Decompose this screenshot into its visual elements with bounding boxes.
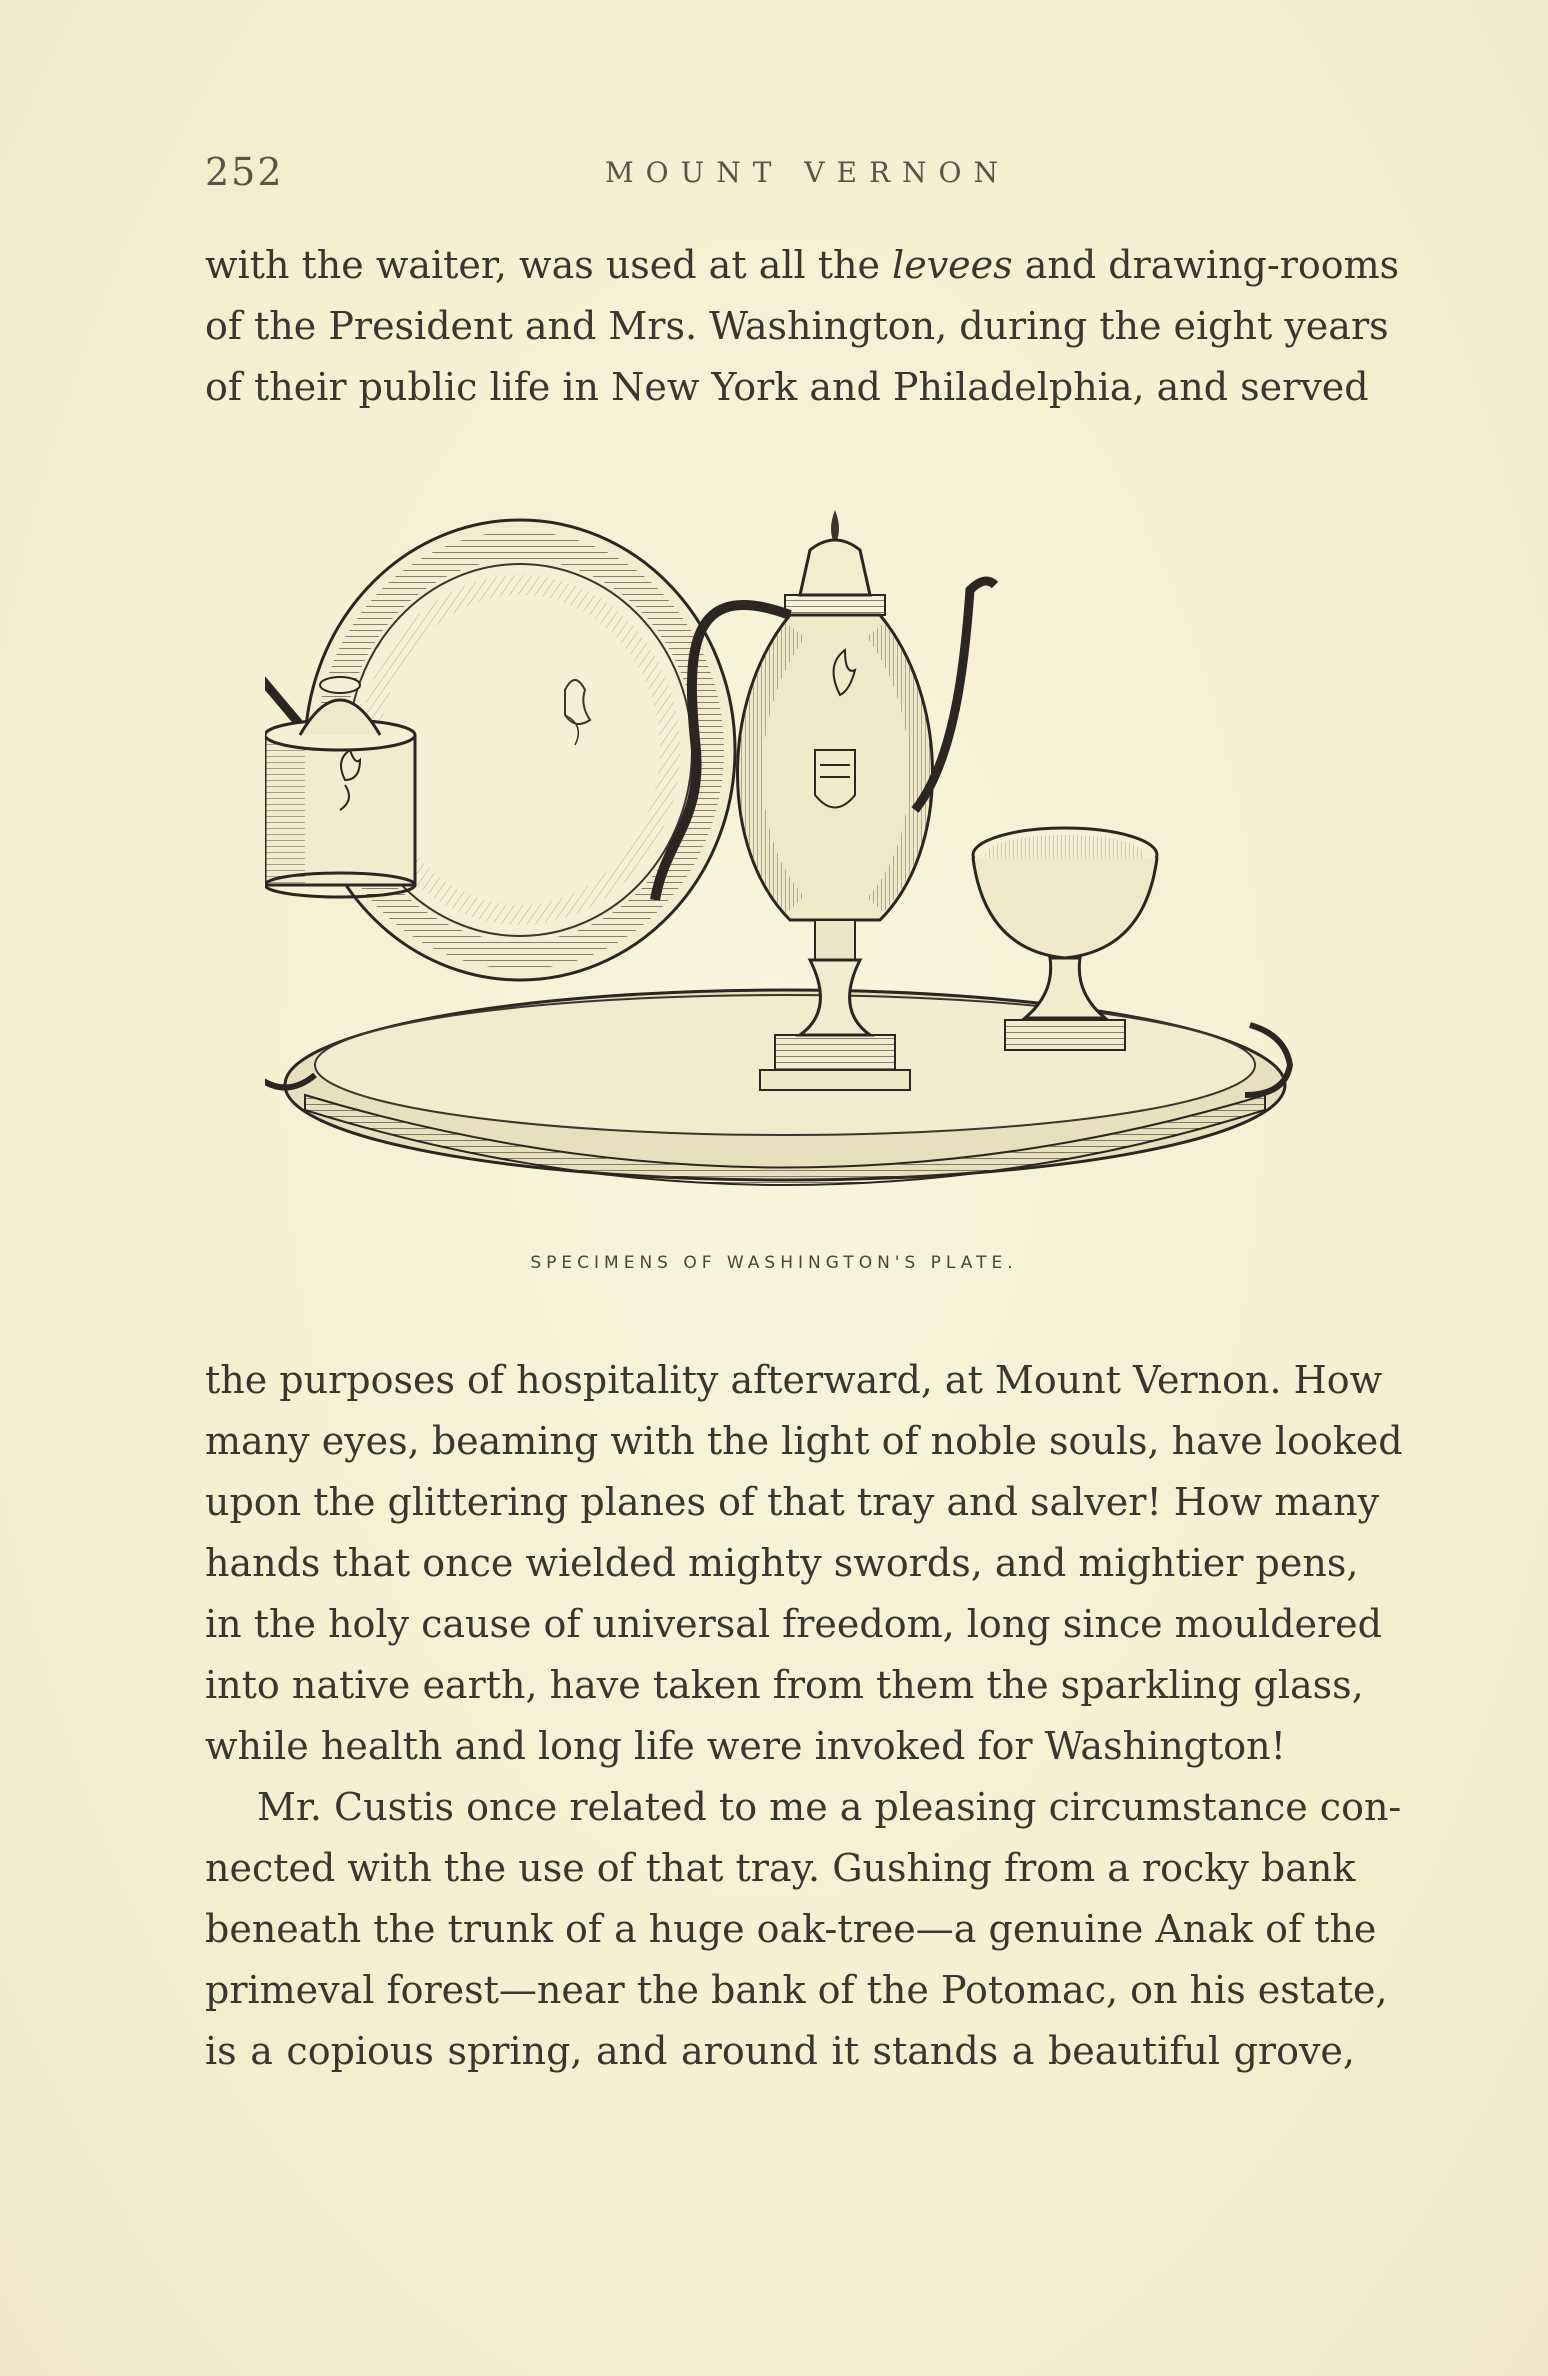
text-line: many eyes, beaming with the light of noble souls, have looked [205, 1419, 1403, 1463]
text-line: beneath the trunk of a huge oak-tree—a genuine Anak of the [205, 1907, 1377, 1951]
text-line: Mr. Custis once related to me a pleasing circumstance con- [257, 1785, 1402, 1829]
text-line: hands that once wielded mighty swords, and mightier pens, [205, 1541, 1359, 1585]
page-header [205, 150, 1355, 200]
body-paragraphs [205, 1350, 1403, 2082]
text-line: while health and long life were invoked for Washington! [205, 1724, 1286, 1768]
text-line: upon the glittering planes of that tray and salver! How many [205, 1480, 1380, 1524]
text-line: of the President and Mrs. Washington, during the eight years [205, 304, 1389, 348]
illustration-caption: SPECIMENS OF WASHINGTON'S PLATE. [530, 1253, 1018, 1273]
top-paragraph [205, 235, 1400, 418]
text-line: in the holy cause of universal freedom, long since mouldered [205, 1602, 1382, 1646]
italic-word: levees [892, 243, 1013, 287]
text-line: nected with the use of that tray. Gushing from a rocky bank [205, 1846, 1356, 1890]
text-line: of their public life in New York and Philadelphia, and served [205, 365, 1369, 409]
page-number: 252 [205, 150, 284, 194]
text-line: the purposes of hospitality afterward, at Mount Vernon. How [205, 1358, 1383, 1402]
text-line: with the waiter, was used at all the levees and drawing-rooms [205, 243, 1400, 287]
text-line: primeval forest—near the bank of the Potomac, on his estate, [205, 1968, 1388, 2012]
text-line: is a copious spring, and around it stands a beautiful grove, [205, 2029, 1355, 2073]
tea-service-engraving-icon [265, 480, 1295, 1240]
running-head: MOUNT VERNON [605, 156, 1010, 189]
text-line: into native earth, have taken from them the sparkling glass, [205, 1663, 1364, 1707]
